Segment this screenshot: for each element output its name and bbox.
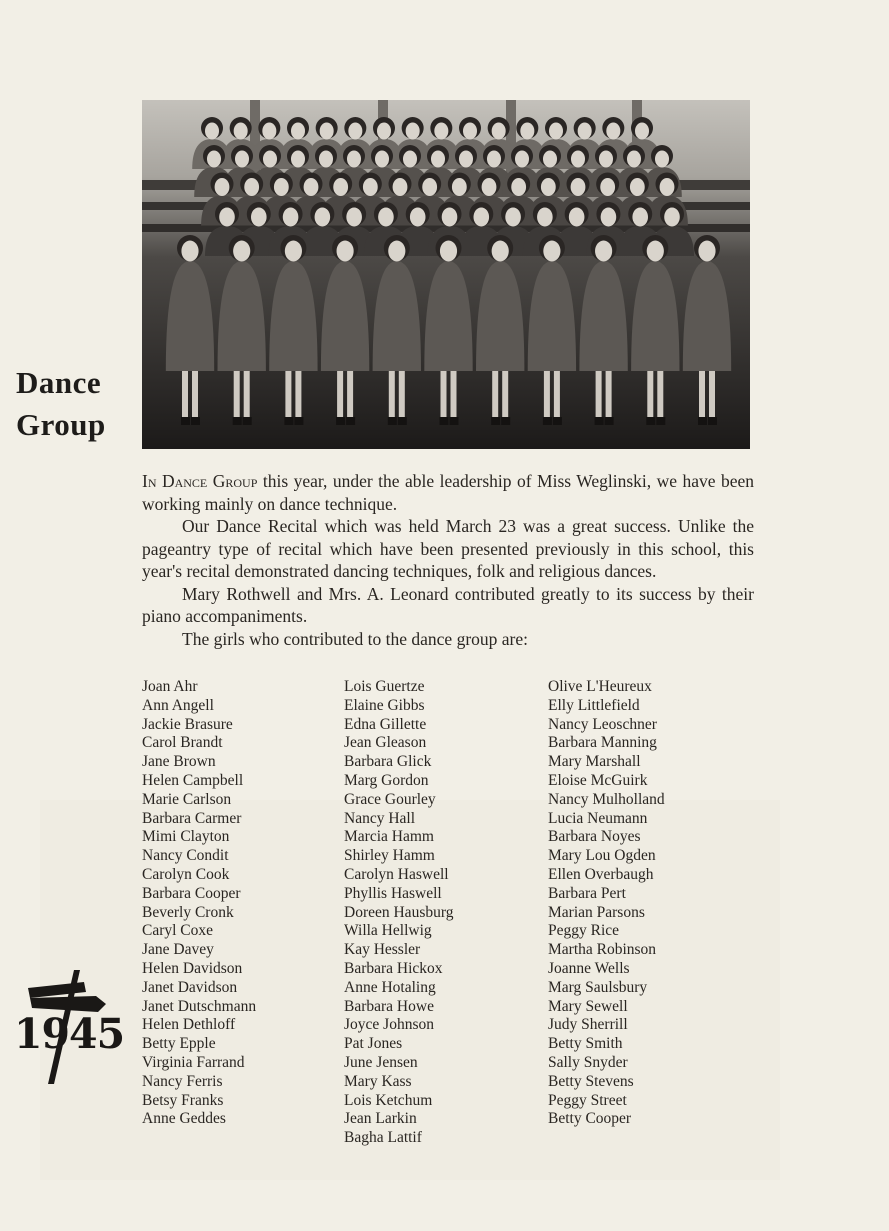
member-name: Jane Brown [142, 753, 216, 771]
member-name: Barbara Noyes [548, 828, 641, 846]
member-name: Mary Kass [344, 1072, 412, 1090]
member-name: Betty Epple [142, 1035, 216, 1053]
member-name: Barbara Howe [344, 997, 434, 1015]
section-title-line2: Group [16, 407, 106, 442]
member-name: Edna Gillette [344, 715, 427, 733]
member-name: Betty Cooper [548, 1110, 632, 1128]
member-name: Barbara Manning [548, 734, 657, 752]
intro-text [142, 470, 754, 650]
member-name: Anne Hotaling [344, 978, 436, 996]
member-name: Jean Larkin [344, 1110, 417, 1128]
member-list-col2 [344, 678, 453, 1148]
member-name: Carolyn Haswell [344, 865, 449, 883]
member-name: Betty Smith [548, 1035, 623, 1053]
member-name: Judy Sherrill [548, 1016, 628, 1034]
member-name: Helen Campbell [142, 771, 244, 789]
member-name: Betty Stevens [548, 1072, 634, 1090]
member-name: Ellen Overbaugh [548, 865, 654, 883]
member-name: Janet Davidson [142, 978, 238, 996]
section-title-line1: Dance [16, 365, 102, 400]
section-title [16, 362, 106, 446]
member-name: Jackie Brasure [142, 715, 233, 733]
member-name: Mary Marshall [548, 753, 641, 771]
member-name: Betsy Franks [142, 1091, 224, 1109]
member-name: Marie Carlson [142, 790, 232, 808]
member-name: Phyllis Haswell [344, 884, 442, 902]
member-name: Shirley Hamm [344, 847, 435, 865]
member-name: Nancy Ferris [142, 1072, 223, 1090]
member-name: Helen Dethloff [142, 1016, 236, 1034]
member-name: Barbara Hickox [344, 959, 443, 977]
member-name: Caryl Coxe [142, 922, 214, 940]
member-name: Nancy Hall [344, 809, 416, 827]
member-name: Elly Littlefield [548, 696, 640, 714]
member-name: June Jensen [344, 1053, 418, 1071]
member-name: Sally Snyder [548, 1053, 628, 1071]
member-name: Joan Ahr [142, 678, 198, 695]
intro-paragraph-4: The girls who contributed to the dance group are: [182, 628, 529, 649]
intro-paragraph-2: Our Dance Recital which was held March 23 was a great success. Unlike the pageantry type of recital which have been presented previously in this school, this year's recital demonstrated dancing techniques, folk and religious dances. [142, 516, 754, 581]
group-photo [142, 100, 750, 449]
member-name: Nancy Condit [142, 847, 229, 865]
member-name: Helen Davidson [142, 959, 243, 977]
member-name: Carol Brandt [142, 734, 223, 752]
member-name: Martha Robinson [548, 941, 657, 959]
member-name: Kay Hessler [344, 941, 421, 959]
intro-p1-text: this year, under the able leadership of Miss Weglinski, we have been working mainly on dance technique. [142, 471, 754, 514]
member-name: Ann Angell [142, 696, 214, 714]
member-name: Carolyn Cook [142, 865, 230, 883]
member-name: Nancy Leoschner [548, 715, 657, 733]
group-photo-illustration [142, 100, 750, 449]
member-name: Lois Guertze [344, 678, 425, 695]
member-name: Mary Sewell [548, 997, 628, 1015]
member-name: Barbara Cooper [142, 884, 241, 902]
member-name: Barbara Carmer [142, 809, 242, 827]
member-name: Eloise McGuirk [548, 771, 648, 789]
member-name: Joyce Johnson [344, 1016, 434, 1034]
member-name: Marcia Hamm [344, 828, 434, 846]
member-name: Jane Davey [142, 941, 214, 959]
member-name: Lois Ketchum [344, 1091, 433, 1109]
member-name: Elaine Gibbs [344, 696, 425, 714]
member-name: Mary Lou Ogden [548, 847, 656, 865]
member-name: Marg Gordon [344, 771, 429, 789]
member-name: Lucia Neumann [548, 809, 648, 827]
member-name: Bagha Lattif [344, 1129, 422, 1147]
member-name: Mimi Clayton [142, 828, 230, 846]
member-name: Marian Parsons [548, 903, 645, 921]
intro-paragraph-3: Mary Rothwell and Mrs. A. Leonard contributed greatly to its success by their piano accompaniments. [142, 583, 754, 626]
member-name: Doreen Hausburg [344, 903, 454, 921]
member-list-col3 [548, 678, 665, 1129]
member-name: Willa Hellwig [344, 922, 432, 940]
member-name: Grace Gourley [344, 790, 436, 808]
member-name: Barbara Pert [548, 884, 626, 902]
member-name: Olive L'Heureux [548, 678, 652, 695]
member-name: Beverly Cronk [142, 903, 234, 921]
member-name: Barbara Glick [344, 753, 432, 771]
member-name: Jean Gleason [344, 734, 427, 752]
member-name: Peggy Street [548, 1091, 627, 1109]
member-name: Marg Saulsbury [548, 978, 648, 996]
member-name: Peggy Rice [548, 922, 620, 940]
member-list-col1 [142, 678, 256, 1129]
intro-lead: In Dance Group [142, 471, 258, 491]
intro-paragraph-1 [142, 470, 754, 515]
member-name: Nancy Mulholland [548, 790, 665, 808]
member-name: Anne Geddes [142, 1110, 226, 1128]
member-name: Janet Dutschmann [142, 997, 257, 1015]
year-mark-text: 1945 [14, 1010, 125, 1058]
member-name: Virginia Farrand [142, 1053, 245, 1071]
member-name: Joanne Wells [548, 959, 630, 977]
member-name: Pat Jones [344, 1035, 403, 1053]
